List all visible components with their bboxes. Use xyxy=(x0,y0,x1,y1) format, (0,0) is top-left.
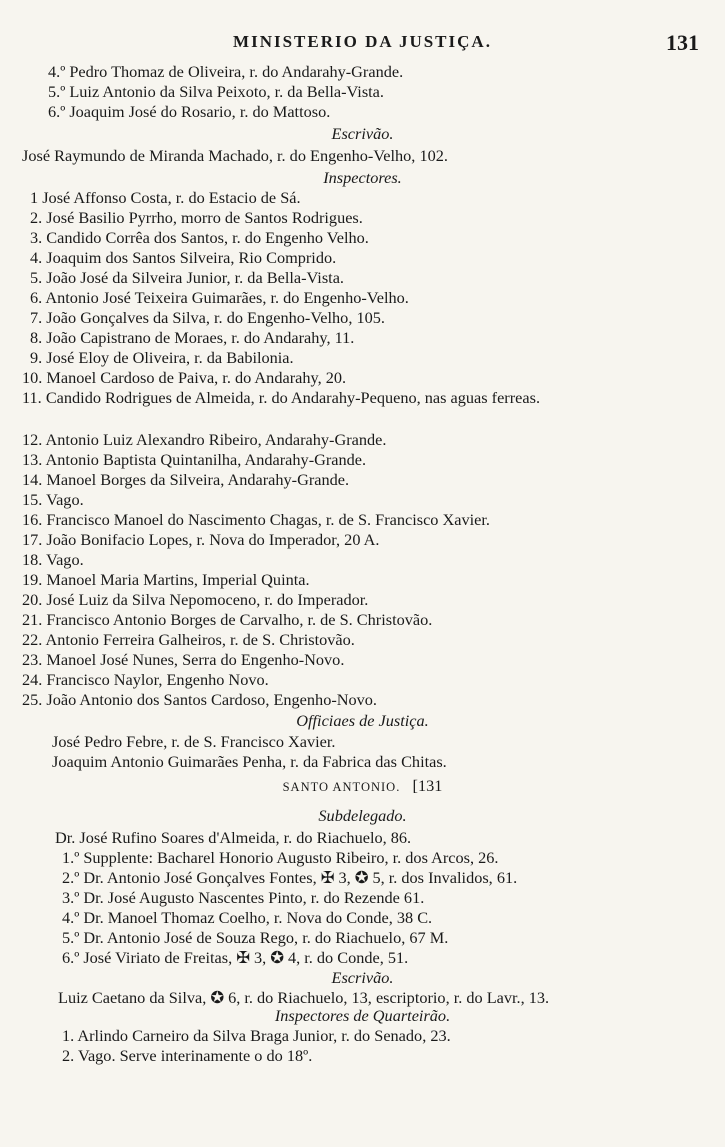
list-item: 4.º Pedro Thomaz de Oliveira, r. do Andarahy-Grande. xyxy=(48,62,404,81)
section-title-line xyxy=(0,776,725,797)
inspector-item: 22. Antonio Ferreira Galheiros, r. de S. Christovão. xyxy=(22,630,355,649)
subdelegado-heading: Subdelegado. xyxy=(318,806,407,825)
inspector-item: 21. Francisco Antonio Borges de Carvalho, r. de S. Christovão. xyxy=(22,610,433,629)
section-ref: [131 xyxy=(412,776,443,795)
inspector-quarteirao-item: 1. Arlindo Carneiro da Silva Braga Junior, r. do Senado, 23. xyxy=(62,1026,451,1045)
inspector-item: 11. Candido Rodrigues de Almeida, r. do Andarahy-Pequeno, nas aguas ferreas. xyxy=(22,388,541,407)
escrivao-entry: José Raymundo de Miranda Machado, r. do Engenho-Velho, 102. xyxy=(22,146,448,165)
official-item: José Pedro Febre, r. de S. Francisco Xavier. xyxy=(52,732,336,751)
inspector-item: 14. Manoel Borges da Silveira, Andarahy-Grande. xyxy=(22,470,350,489)
escrivao-heading: Escrivão. xyxy=(331,124,394,143)
supplente-item: 5.º Dr. Antonio José de Souza Rego, r. do Riachuelo, 67 M. xyxy=(62,928,449,947)
section-title: SANTO ANTONIO. xyxy=(282,780,401,794)
inspector-item: 12. Antonio Luiz Alexandro Ribeiro, Andarahy-Grande. xyxy=(22,430,387,449)
inspector-item: 20. José Luiz da Silva Nepomoceno, r. do Imperador. xyxy=(22,590,369,609)
inspector-item: 8. João Capistrano de Moraes, r. do Andarahy, 11. xyxy=(30,328,355,347)
supplente-item: 4.º Dr. Manoel Thomaz Coelho, r. Nova do Conde, 38 C. xyxy=(62,908,433,927)
inspector-item: 5. João José da Silveira Junior, r. da Bella-Vista. xyxy=(30,268,344,287)
supplente-item: 1.º Supplente: Bacharel Honorio Augusto Ribeiro, r. dos Arcos, 26. xyxy=(62,848,499,867)
escrivao-heading: Escrivão. xyxy=(331,968,394,987)
inspector-item: 1 José Affonso Costa, r. do Estacio de Sá. xyxy=(30,188,301,207)
list-item: 6.º Joaquim José do Rosario, r. do Mattoso. xyxy=(48,102,331,121)
inspector-item: 10. Manoel Cardoso de Paiva, r. do Andarahy, 20. xyxy=(22,368,347,387)
official-item: Joaquim Antonio Guimarães Penha, r. da Fabrica das Chitas. xyxy=(52,752,447,771)
subdelegado-entry: Dr. José Rufino Soares d'Almeida, r. do Riachuelo, 86. xyxy=(55,828,412,847)
supplente-item: 2.º Dr. Antonio José Gonçalves Fontes, ✠ 3, ✪ 5, r. dos Invalidos, 61. xyxy=(62,868,518,887)
inspector-item: 23. Manoel José Nunes, Serra do Engenho-Novo. xyxy=(22,650,345,669)
inspector-item: 2. José Basilio Pyrrho, morro de Santos Rodrigues. xyxy=(30,208,363,227)
inspector-quarteirao-item: 2. Vago. Serve interinamente o do 18º. xyxy=(62,1046,313,1065)
inspector-item: 25. João Antonio dos Santos Cardoso, Engenho-Novo. xyxy=(22,690,378,709)
inspector-item: 16. Francisco Manoel do Nascimento Chagas, r. de S. Francisco Xavier. xyxy=(22,510,490,529)
inspector-item: 3. Candido Corrêa dos Santos, r. do Engenho Velho. xyxy=(30,228,369,247)
inspector-item: 6. Antonio José Teixeira Guimarães, r. do Engenho-Velho. xyxy=(30,288,409,307)
inspector-item: 18. Vago. xyxy=(22,550,84,569)
list-item: 5.º Luiz Antonio da Silva Peixoto, r. da Bella-Vista. xyxy=(48,82,384,101)
inspector-item: 9. José Eloy de Oliveira, r. da Babilonia. xyxy=(30,348,294,367)
inspector-item: 19. Manoel Maria Martins, Imperial Quinta. xyxy=(22,570,310,589)
inspector-item: 15. Vago. xyxy=(22,490,84,509)
page-number: 131 xyxy=(666,30,699,55)
page-header xyxy=(0,30,725,58)
inspector-item: 13. Antonio Baptista Quintanilha, Andarahy-Grande. xyxy=(22,450,367,469)
supplente-item: 6.º José Viriato de Freitas, ✠ 3, ✪ 4, r. do Conde, 51. xyxy=(62,948,409,967)
escrivao-entry: Luiz Caetano da Silva, ✪ 6, r. do Riachuelo, 13, escriptorio, r. do Lavr., 13. xyxy=(58,988,550,1007)
inspectores-quarteirao-heading: Inspectores de Quarteirão. xyxy=(274,1006,451,1025)
inspectores-heading: Inspectores. xyxy=(323,168,402,187)
inspector-item: 7. João Gonçalves da Silva, r. do Engenho-Velho, 105. xyxy=(30,308,385,327)
inspector-item: 4. Joaquim dos Santos Silveira, Rio Comprido. xyxy=(30,248,337,267)
supplente-item: 3.º Dr. José Augusto Nascentes Pinto, r. do Rezende 61. xyxy=(62,888,425,907)
officiaes-heading: Officiaes de Justiça. xyxy=(296,711,429,730)
inspector-item: 24. Francisco Naylor, Engenho Novo. xyxy=(22,670,269,689)
inspector-item: 17. João Bonifacio Lopes, r. Nova do Imperador, 20 A. xyxy=(22,530,380,549)
running-title: MINISTERIO DA JUSTIÇA. xyxy=(233,32,492,51)
